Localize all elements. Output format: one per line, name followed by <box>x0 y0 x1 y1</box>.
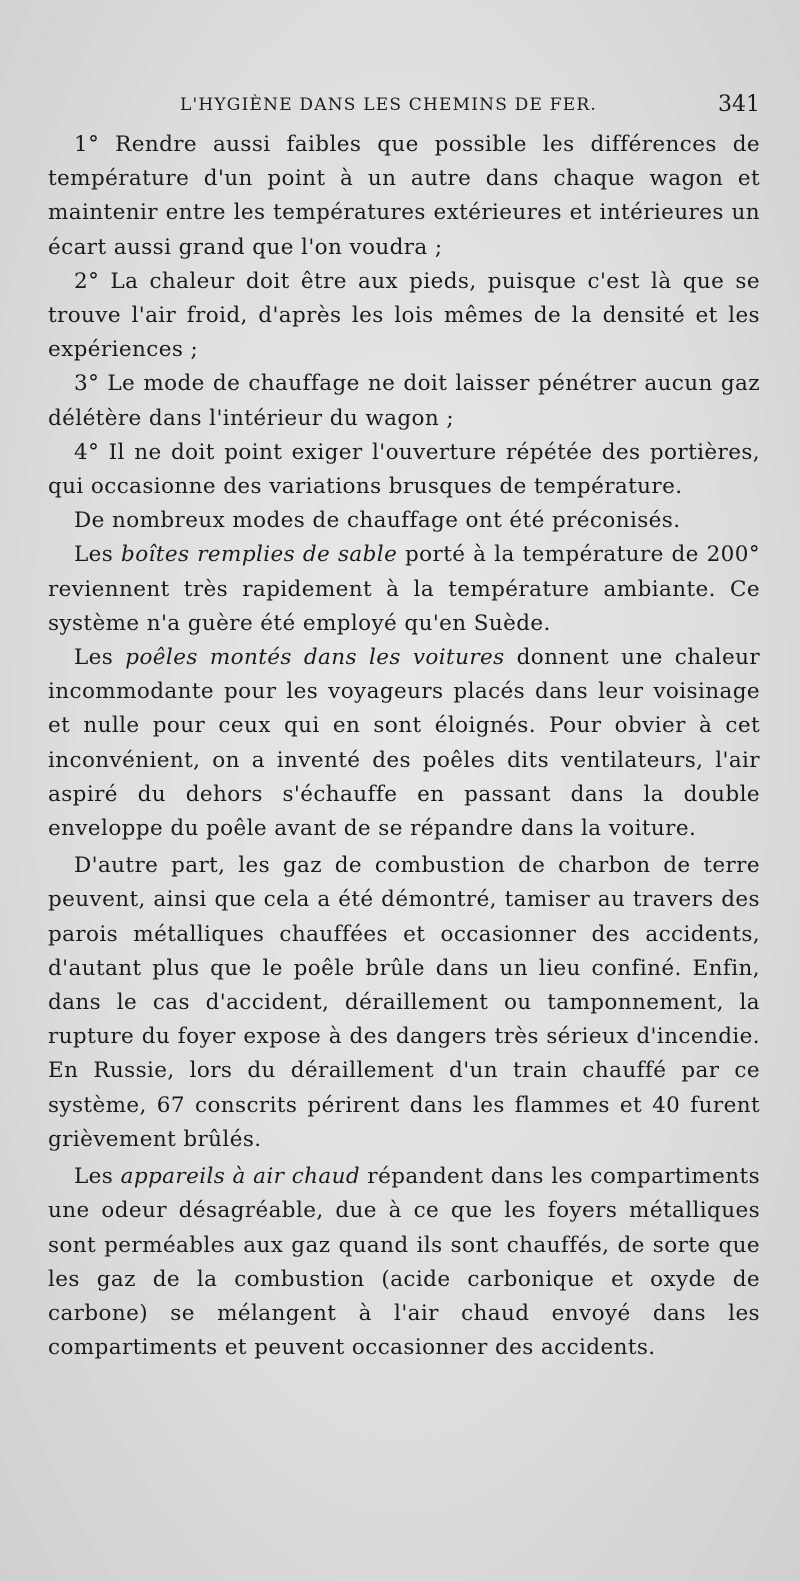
paragraph-lead: Les <box>74 1164 121 1190</box>
paragraph-stoves <box>48 641 760 846</box>
emphasis-boites: boîtes remplies de sable <box>121 542 398 568</box>
running-title: L'HYGIÈNE DANS LES CHEMINS DE FER. <box>180 95 597 115</box>
paragraph-heating-modes: De nombreux modes de chauffage ont été préconisés. <box>74 508 681 534</box>
emphasis-poeles: poêles montés dans les voitures <box>125 645 505 671</box>
page-number: 341 <box>718 92 760 117</box>
paragraph-condition-4: 4° Il ne doit point exiger l'ouverture répétée des portières, qui occasionne des variations brusques de température. <box>48 439 760 500</box>
paragraph-condition-3: 3° Le mode de chauffage ne doit laisser pénétrer aucun gaz délétère dans l'intérieur du wagon ; <box>48 371 760 431</box>
paragraph-condition-1: 1° Rendre aussi faibles que possible les différences de température d'un point à un autre dans chaque wagon et maintenir entre les températures extérieures et intérieures un écart aussi grand que l'on voudra ; <box>48 132 760 260</box>
paragraph-combustion-gases: D'autre part, les gaz de combustion de charbon de terre peuvent, ainsi que cela a été démontré, tamiser au travers des parois métalliques chauffées et occasionner des accidents, d'autant plus que le poêle brûle dans un lieu confiné. Enfin, dans le cas d'accident, déraillement ou tamponnement, la rupture du foyer expose à des dangers très sérieux d'incendie. En Russie, lors du déraillement d'un train chauffé par ce système, 67 conscrits périrent dans les flammes et 40 furent grièvement brûlés. <box>48 853 760 1152</box>
paragraph-sand-boxes <box>48 538 760 641</box>
paragraph-condition-2: 2° La chaleur doit être aux pieds, puisque c'est là que se trouve l'air froid, d'après les lois mêmes de la densité et les expériences ; <box>48 268 760 363</box>
paragraph-rest: porté à la température de 200° reviennent très rapidement à la température ambiante. Ce système n'a guère été employé qu'en Suède. <box>48 542 760 636</box>
paragraph-lead: Les <box>74 645 126 671</box>
body-text <box>48 128 760 1365</box>
emphasis-appareils: appareils à air chaud <box>120 1164 361 1190</box>
paragraph-hot-air <box>48 1160 760 1365</box>
running-head <box>48 90 760 120</box>
paragraph-rest: répandent dans les compartiments une odeur désagréable, due à ce que les foyers métalliques sont perméables aux gaz quand ils sont chauffés, de sorte que les gaz de la combustion (acide carbonique et oxyde de carbone) se mélangent à l'air chaud envoyé dans les compartiments et peuvent occasionner des accidents. <box>48 1164 760 1361</box>
paragraph-rest: donnent une chaleur incommodante pour les voyageurs placés dans leur voisinage et nulle pour ceux qui en sont éloignés. Pour obvier à cet inconvénient, on a inventé des poêles dits ventilateurs, l'air aspiré du dehors s'échauffe en passant dans la double enveloppe du poêle avant de se répandre dans la voiture. <box>48 645 760 842</box>
paragraph-lead: Les <box>74 542 122 568</box>
